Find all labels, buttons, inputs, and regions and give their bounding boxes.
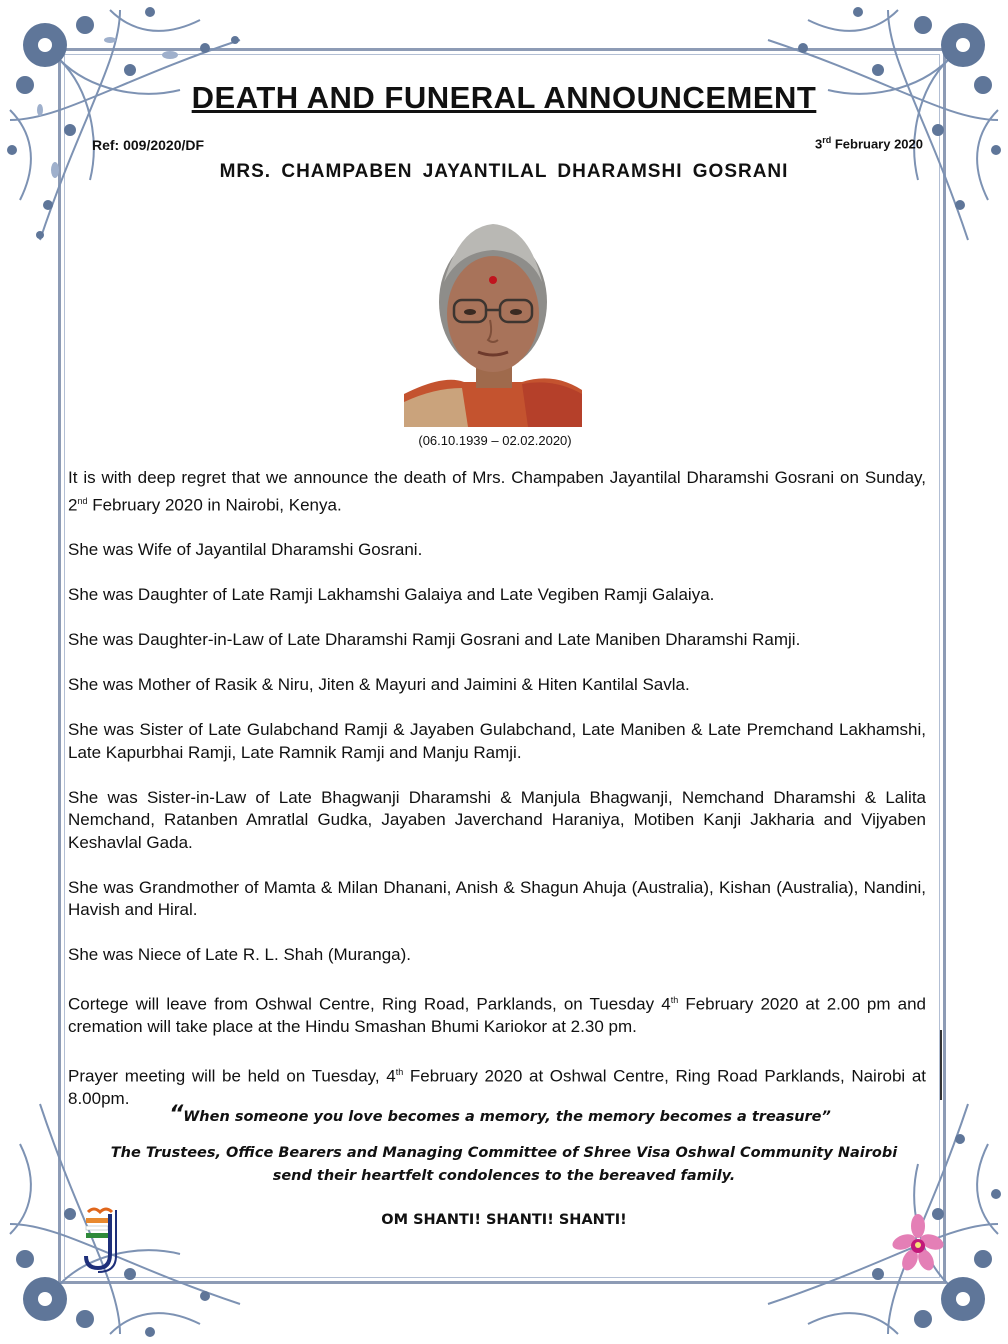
orchid-flower-icon xyxy=(892,1214,944,1276)
sister-paragraph: She was Sister of Late Gulabchand Ramji & Jayaben Gulabchand, Late Maniben & Late Premchand Lakhamshi, Late Kapurbhai Ramji, Late Ramnik Ramji and Manju Ramji. xyxy=(68,720,926,762)
daughter-in-law-paragraph: She was Daughter-in-Law of Late Dharamshi Ramji Gosrani and Late Maniben Dharamshi Ramji. xyxy=(68,630,801,650)
sister-in-law-paragraph: She was Sister-in-Law of Late Bhagwanji Dharamshi & Manjula Bhagwanji, Nemchand Dharamshi & Lalita Nemchand, Ratanben Amratlal Gudka, Jayaben Javerchand Haraniya, Motiben Kanji Jakharia and Vijyaben Keshavlal Gada. xyxy=(68,787,926,852)
community-logo-icon xyxy=(80,1206,120,1274)
reference-number: Ref: 009/2020/DF xyxy=(92,137,205,153)
deceased-name: MRS. CHAMPABEN JAYANTILAL DHARAMSHI GOSRANI xyxy=(219,161,789,182)
niece-paragraph: She was Niece of Late R. L. Shah (Muranga). xyxy=(68,945,412,965)
memorial-quote: “When someone you love becomes a memory, the memory becomes a treasure” xyxy=(169,1102,831,1127)
deceased-portrait xyxy=(404,202,582,427)
cortege-paragraph: Cortege will leave from Oshwal Centre, Ring Road, Parklands, on Tuesday 4th February 2020 at 2.00 pm and cremation will take place at the Hindu Smashan Bhumi Kariokor at 2.30 pm. xyxy=(68,994,926,1037)
wife-paragraph: She was Wife of Jayantilal Dharamshi Gosrani. xyxy=(68,540,423,560)
daughter-paragraph: She was Daughter of Late Ramji Lakhamshi Galaiya and Late Vegiben Ramji Galaiya. xyxy=(68,585,715,605)
floral-corner-ornament-icon xyxy=(0,0,260,260)
death-notice-paragraph: It is with deep regret that we announce the death of Mrs. Champaben Jayantilal Dharamshi Gosrani on Sunday, 2nd February 2020 in Nairobi, Kenya. xyxy=(68,468,926,515)
announcement-body xyxy=(68,467,926,1133)
announcement-date: 3rd February 2020 xyxy=(814,135,923,152)
floral-corner-ornament-icon xyxy=(748,0,1008,260)
prayer-meeting-paragraph: Prayer meeting will be held on Tuesday, 4th February 2020 at Oshwal Centre, Ring Road Parklands, Nairobi at 8.00pm. xyxy=(68,1066,926,1109)
condolence-line: The Trustees, Office Bearers and Managing Committee of Shree Visa Oshwal Community Nairobi xyxy=(110,1145,898,1161)
condolence-line: send their heartfelt condolences to the bereaved family. xyxy=(272,1168,736,1184)
lifespan-dates: (06.10.1939 – 02.02.2020) xyxy=(418,433,572,448)
divider-line xyxy=(940,1030,942,1100)
condolence-message xyxy=(0,1142,1008,1188)
mother-paragraph: She was Mother of Rasik & Niru, Jiten & Mayuri and Jaimini & Hiten Kantilal Savla. xyxy=(68,675,690,695)
grandmother-paragraph: She was Grandmother of Mamta & Milan Dhanani, Anish & Shagun Ahuja (Australia), Kishan (Australia), Nandini, Havish and Hiral. xyxy=(68,877,926,920)
announcement-title: DEATH AND FUNERAL ANNOUNCEMENT xyxy=(191,80,817,115)
om-shanti-text: OM SHANTI! SHANTI! SHANTI! xyxy=(381,1212,627,1228)
